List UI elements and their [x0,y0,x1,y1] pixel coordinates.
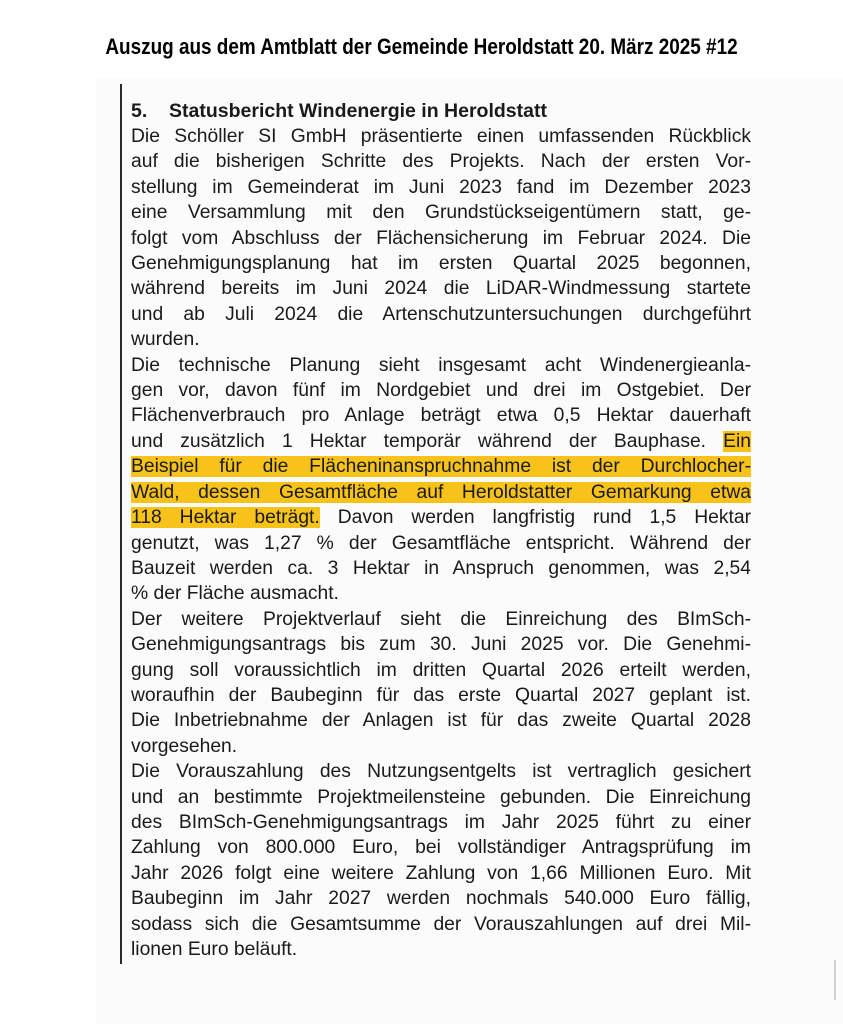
text-line [131,556,751,581]
text-line [131,607,751,632]
text-line [131,378,751,403]
highlighted-text: Ein [723,430,751,452]
line-text: auf die bisherigen Schritte des Projekts. Nach der ersten Vor- [131,151,751,173]
article-body [131,124,751,962]
line-text: Die Inbetriebnahme der Anlagen ist für das zweite Quartal 2028 [131,710,751,732]
section-heading [131,98,751,124]
line-text: und zusätzlich 1 Hektar temporär während der Bauphase. [131,430,707,452]
text-line [131,759,751,784]
line-text: Die technische Planung sieht insgesamt acht Windenergieanla- [131,354,751,376]
text-line [131,276,751,301]
line-text: des BImSch-Genehmigungsantrags im Jahr 2025 führt zu einer [131,811,751,833]
line-text: Baubeginn im Jahr 2027 werden nochmals 540.000 Euro fällig, [131,888,751,910]
text-line [131,124,751,149]
text-line [131,403,751,428]
text-line [131,429,751,454]
line-text: stellung im Gemeinderat im Juni 2023 fand im Dezember 2023 [131,176,751,198]
line-text: % der Fläche ausmacht. [131,583,339,605]
line-text: Die Schöller SI GmbH präsentierte einen umfassenden Rückblick [131,126,751,147]
line-text: gung soll voraussichtlich im dritten Quartal 2026 erteilt werden, [131,659,751,681]
text-line [131,658,751,683]
text-line [131,175,751,200]
line-text: Genehmigungsplanung hat im ersten Quartal 2025 begonnen, [131,253,751,275]
article-section [131,98,751,962]
line-text: lionen Euro beläuft. [131,939,298,960]
highlighted-text: 118 Hektar beträgt. [131,507,320,529]
line-text: und ab Juli 2024 die Artenschutzuntersuchungen durchgeführt [131,303,751,325]
text-line [131,226,751,251]
page-edge-shadow [834,960,836,1000]
text-line [131,708,751,733]
line-text: Wald, dessen Gesamtfläche auf Heroldstatter Gemarkung etwa [131,481,751,503]
section-title: Statusbericht Windenergie in Heroldstatt [169,100,547,122]
line-text: vorgesehen. [131,735,238,757]
line-text: gen vor, davon fünf im Nordgebiet und drei im Ostgebiet. Der [131,380,751,402]
line-text: eine Versammlung mit den Grundstückseigentümern statt, ge- [131,202,751,224]
line-text: Die Vorauszahlung des Nutzungsentgelts ist vertraglich gesichert [131,761,751,783]
text-line [131,734,751,759]
text-line [131,200,751,225]
line-text: Beispiel für die Flächeninanspruchnahme ist der Durchlocher- [131,456,751,478]
text-line [131,353,751,378]
line-text: Bauzeit werden ca. 3 Hektar in Anspruch genommen, was 2,54 [131,557,751,579]
line-text: folgt vom Abschluss der Flächensicherung im Februar 2024. Die [131,227,751,249]
text-line [131,251,751,276]
text-line [131,912,751,937]
text-line [131,480,751,505]
document-header-title: Auszug aus dem Amtblatt der Gemeinde Heroldstatt 20. März 2025 #12 [105,34,738,59]
line-text: Zahlung von 800.000 Euro, bei vollständiger Antragsprüfung im [131,837,751,859]
line-text: wurden. [131,329,200,351]
line-text: und an bestimmte Projektmeilensteine gebunden. Die Einreichung [131,786,751,808]
text-line [131,810,751,835]
text-line [131,683,751,708]
line-text: Davon werden langfristig rund 1,5 Hektar [337,507,751,529]
text-line [131,454,751,479]
line-text: Der weitere Projektverlauf sieht die Einreichung des BImSch- [131,608,751,630]
line-text: sodass sich die Gesamtsumme der Vorauszahlungen auf drei Mil- [131,913,751,935]
text-line [131,531,751,556]
line-text: genutzt, was 1,27 % der Gesamtfläche entspricht. Während der [131,532,751,554]
line-text: Genehmigungsantrags bis zum 30. Juni 2025 vor. Die Genehmi- [131,634,751,656]
section-number: 5. [131,100,148,122]
text-line [131,937,751,962]
text-line [131,581,751,606]
margin-rule [120,84,122,964]
text-line [131,861,751,886]
text-line [131,785,751,810]
text-line [131,149,751,174]
line-text: Flächenverbrauch pro Anlage beträgt etwa 0,5 Hektar dauerhaft [131,405,751,427]
line-text: Jahr 2026 folgt eine weitere Zahlung von 1,66 Millionen Euro. Mit [131,862,751,884]
text-line [131,302,751,327]
line-text: woraufhin der Baubeginn für das erste Quartal 2027 geplant ist. [131,684,751,706]
text-line [131,835,751,860]
text-line [131,327,751,352]
line-text: während bereits im Juni 2024 die LiDAR-Windmessung startete [131,278,751,300]
text-line [131,632,751,657]
text-line [131,886,751,911]
text-line [131,505,751,530]
